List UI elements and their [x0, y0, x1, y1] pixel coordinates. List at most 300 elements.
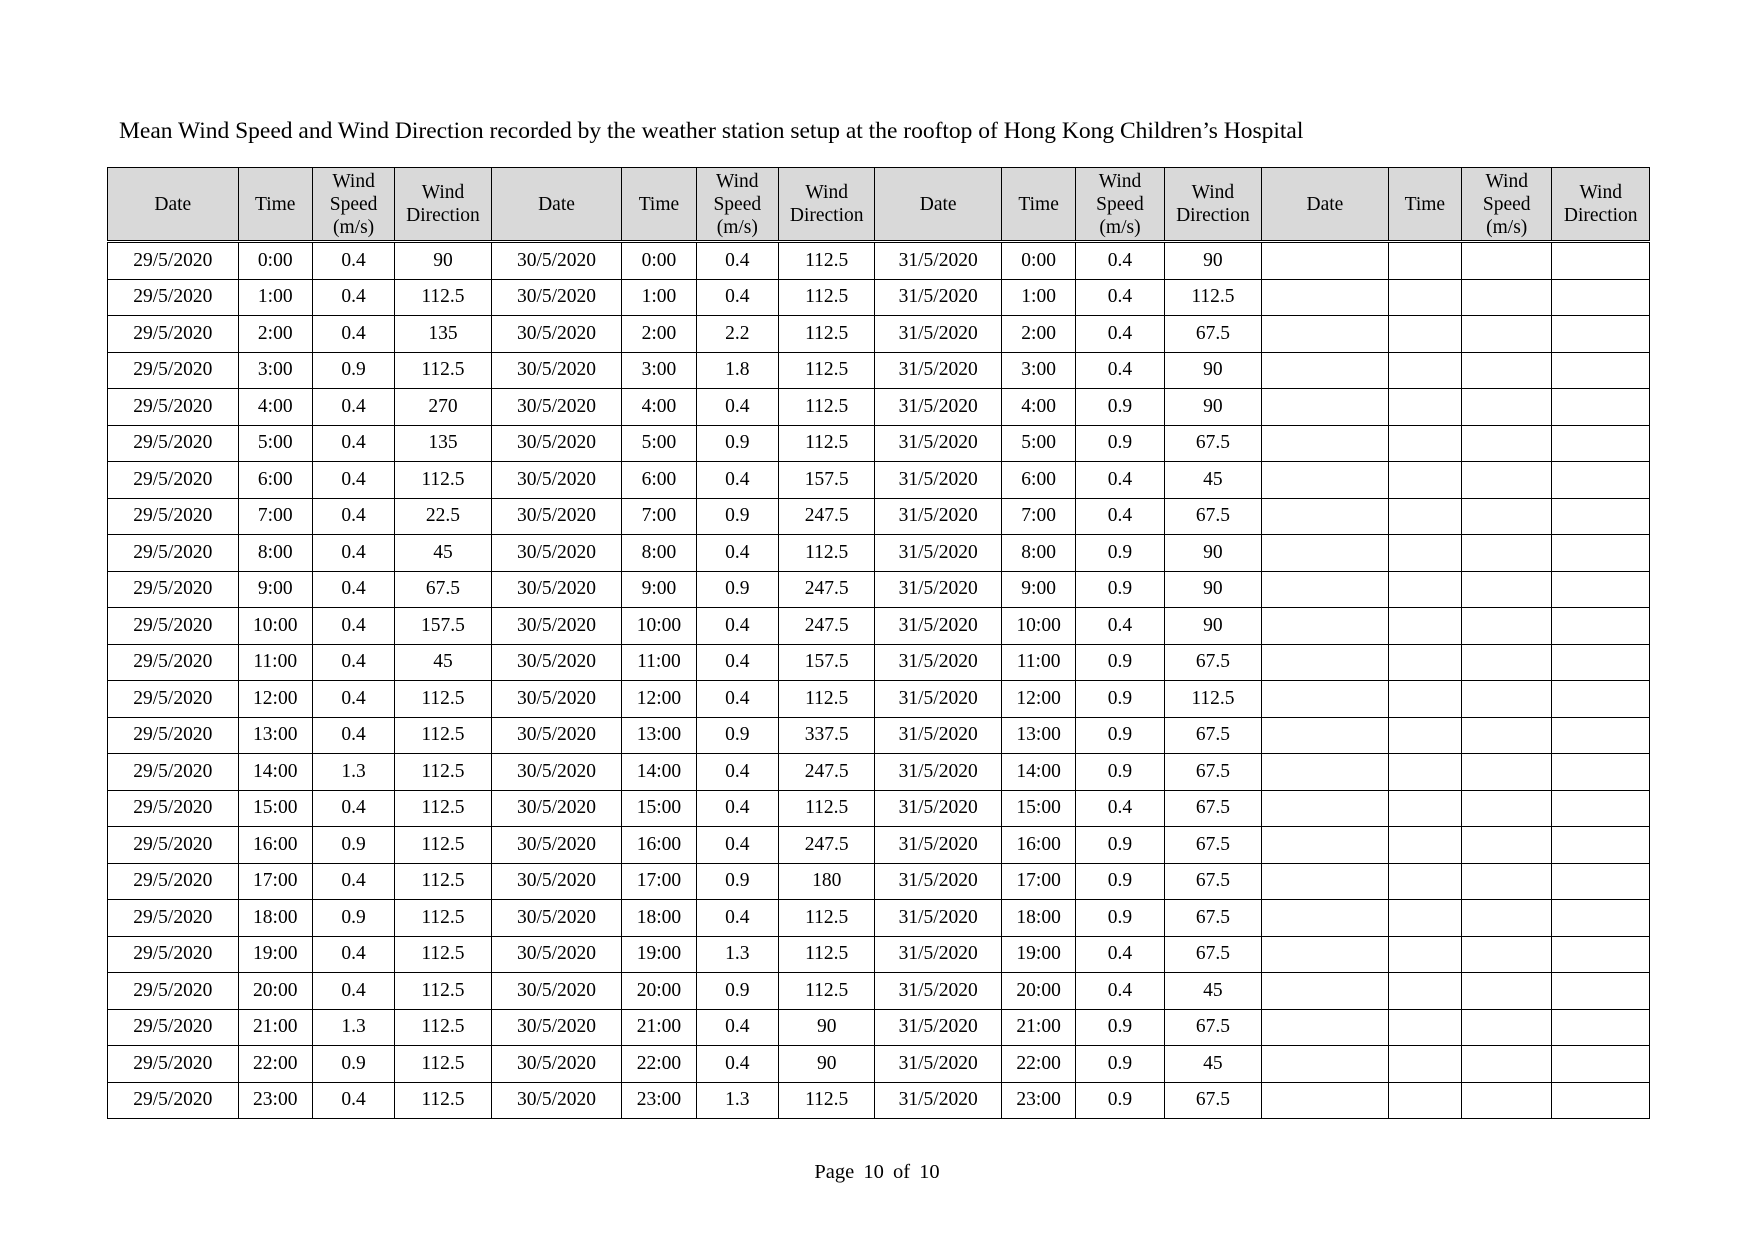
table-cell: [1262, 681, 1389, 718]
column-header: Date: [491, 168, 622, 242]
table-cell: 29/5/2020: [108, 644, 239, 681]
table-cell: 0.4: [312, 316, 394, 353]
table-cell: [1462, 1082, 1552, 1119]
column-header: Time: [1001, 168, 1075, 242]
page-label: Page: [814, 1161, 855, 1183]
table-cell: 90: [1164, 535, 1261, 572]
table-cell: 0.4: [696, 681, 778, 718]
column-header: Date: [875, 168, 1002, 242]
table-cell: 29/5/2020: [108, 790, 239, 827]
table-cell: [1262, 571, 1389, 608]
table-cell: [1462, 1009, 1552, 1046]
table-cell: 0.4: [312, 462, 394, 499]
table-cell: 0.9: [696, 571, 778, 608]
table-cell: 23:00: [238, 1082, 312, 1119]
table-cell: 0.4: [1076, 352, 1164, 389]
table-cell: [1388, 462, 1461, 499]
table-cell: 29/5/2020: [108, 863, 239, 900]
table-cell: 0.4: [312, 242, 394, 280]
table-cell: [1262, 1046, 1389, 1083]
table-cell: [1552, 242, 1650, 280]
table-cell: [1552, 936, 1650, 973]
table-cell: 0.4: [1076, 790, 1164, 827]
table-cell: [1462, 389, 1552, 426]
table-cell: 112.5: [395, 1082, 491, 1119]
table-cell: 30/5/2020: [491, 1082, 622, 1119]
table-cell: 247.5: [778, 571, 874, 608]
table-cell: 67.5: [1164, 717, 1261, 754]
table-cell: 0.9: [1076, 1009, 1164, 1046]
table-cell: 4:00: [622, 389, 696, 426]
table-cell: 0.4: [1076, 936, 1164, 973]
table-row: [108, 717, 1650, 754]
table-cell: 30/5/2020: [491, 608, 622, 645]
table-cell: [1552, 425, 1650, 462]
table-cell: 22:00: [622, 1046, 696, 1083]
table-cell: 29/5/2020: [108, 242, 239, 280]
table-cell: 112.5: [395, 352, 491, 389]
table-cell: [1262, 242, 1389, 280]
table-cell: 6:00: [1001, 462, 1075, 499]
table-row: [108, 389, 1650, 426]
table-cell: 30/5/2020: [491, 279, 622, 316]
table-cell: 10:00: [238, 608, 312, 645]
table-cell: 29/5/2020: [108, 571, 239, 608]
table-cell: 0.4: [696, 279, 778, 316]
table-cell: 0.9: [1076, 425, 1164, 462]
table-cell: [1388, 571, 1461, 608]
page-title: Mean Wind Speed and Wind Direction recorded by the weather station setup at the rooftop of Hong Kong Children’s Hospital: [119, 118, 1304, 144]
table-cell: 6:00: [622, 462, 696, 499]
table-cell: 31/5/2020: [875, 717, 1002, 754]
column-header: Wind Speed (m/s): [312, 168, 394, 242]
table-cell: [1552, 389, 1650, 426]
table-cell: 67.5: [1164, 425, 1261, 462]
table-cell: 112.5: [778, 535, 874, 572]
table-cell: 18:00: [1001, 900, 1075, 937]
table-cell: 0.4: [312, 936, 394, 973]
table-cell: 0.4: [312, 644, 394, 681]
table-cell: 112.5: [395, 462, 491, 499]
table-cell: 45: [1164, 1046, 1261, 1083]
table-cell: [1262, 352, 1389, 389]
table-cell: 0.4: [696, 644, 778, 681]
table-cell: 90: [778, 1009, 874, 1046]
table-cell: 0.4: [312, 425, 394, 462]
table-cell: 4:00: [238, 389, 312, 426]
table-cell: 0.4: [1076, 242, 1164, 280]
header-row: [108, 168, 1650, 242]
table-cell: [1462, 425, 1552, 462]
table-cell: 1.3: [312, 1009, 394, 1046]
table-cell: 30/5/2020: [491, 863, 622, 900]
table-cell: 67.5: [1164, 644, 1261, 681]
table-cell: 67.5: [1164, 1009, 1261, 1046]
table-row: [108, 352, 1650, 389]
table-cell: 112.5: [395, 863, 491, 900]
table-cell: 0.9: [312, 827, 394, 864]
table-cell: 0.4: [696, 754, 778, 791]
current-page-number: 10: [863, 1161, 884, 1183]
table-cell: [1462, 863, 1552, 900]
table-cell: 31/5/2020: [875, 790, 1002, 827]
table-cell: 90: [395, 242, 491, 280]
table-cell: [1388, 316, 1461, 353]
table-row: [108, 790, 1650, 827]
table-cell: 0.9: [696, 863, 778, 900]
table-cell: [1388, 827, 1461, 864]
table-row: [108, 936, 1650, 973]
table-cell: 112.5: [778, 425, 874, 462]
table-cell: 2:00: [1001, 316, 1075, 353]
column-header: Time: [238, 168, 312, 242]
table-cell: 29/5/2020: [108, 936, 239, 973]
table-cell: 31/5/2020: [875, 571, 1002, 608]
table-cell: 31/5/2020: [875, 827, 1002, 864]
table-cell: 0.4: [696, 1046, 778, 1083]
table-cell: 247.5: [778, 608, 874, 645]
table-cell: [1262, 535, 1389, 572]
table-cell: 17:00: [238, 863, 312, 900]
table-cell: 0.9: [1076, 535, 1164, 572]
table-cell: [1388, 1082, 1461, 1119]
table-cell: 1:00: [238, 279, 312, 316]
table-cell: 0.9: [696, 973, 778, 1010]
table-cell: 0.4: [312, 681, 394, 718]
table-cell: 247.5: [778, 498, 874, 535]
table-cell: [1552, 462, 1650, 499]
table-cell: 0.9: [1076, 644, 1164, 681]
table-cell: 247.5: [778, 754, 874, 791]
table-cell: 67.5: [1164, 498, 1261, 535]
table-cell: 112.5: [778, 279, 874, 316]
table-cell: [1388, 535, 1461, 572]
table-cell: [1262, 1082, 1389, 1119]
table-cell: 9:00: [238, 571, 312, 608]
table-cell: 0.4: [312, 535, 394, 572]
table-cell: 112.5: [395, 1046, 491, 1083]
table-cell: 0:00: [238, 242, 312, 280]
table-cell: 16:00: [622, 827, 696, 864]
table-cell: 112.5: [778, 790, 874, 827]
table-cell: 0.4: [312, 608, 394, 645]
table-cell: 0.4: [312, 571, 394, 608]
table-cell: [1552, 827, 1650, 864]
table-cell: [1462, 316, 1552, 353]
table-cell: [1462, 900, 1552, 937]
table-cell: [1552, 973, 1650, 1010]
table-cell: 16:00: [1001, 827, 1075, 864]
table-cell: 45: [395, 644, 491, 681]
table-cell: 31/5/2020: [875, 242, 1002, 280]
table-cell: [1388, 1009, 1461, 1046]
table-cell: 67.5: [395, 571, 491, 608]
table-row: [108, 1082, 1650, 1119]
table-cell: [1462, 827, 1552, 864]
table-cell: 112.5: [778, 681, 874, 718]
table-cell: 112.5: [395, 717, 491, 754]
table-cell: 45: [395, 535, 491, 572]
table-cell: [1262, 1009, 1389, 1046]
table-cell: 19:00: [238, 936, 312, 973]
table-cell: 18:00: [622, 900, 696, 937]
table-cell: 30/5/2020: [491, 242, 622, 280]
table-row: [108, 242, 1650, 280]
table-cell: 6:00: [238, 462, 312, 499]
table-cell: [1262, 608, 1389, 645]
table-cell: 0.9: [1076, 1082, 1164, 1119]
table-cell: [1552, 352, 1650, 389]
table-cell: [1262, 754, 1389, 791]
table-cell: 31/5/2020: [875, 936, 1002, 973]
table-cell: 0.9: [1076, 717, 1164, 754]
table-cell: 9:00: [622, 571, 696, 608]
table-cell: [1388, 790, 1461, 827]
table-cell: 31/5/2020: [875, 1046, 1002, 1083]
table-cell: 16:00: [238, 827, 312, 864]
table-cell: 112.5: [778, 316, 874, 353]
table-cell: 31/5/2020: [875, 900, 1002, 937]
table-cell: 0.4: [696, 535, 778, 572]
table-cell: 30/5/2020: [491, 571, 622, 608]
table-cell: 31/5/2020: [875, 352, 1002, 389]
table-cell: 0.9: [312, 352, 394, 389]
table-cell: 13:00: [622, 717, 696, 754]
table-row: [108, 608, 1650, 645]
table-cell: 31/5/2020: [875, 498, 1002, 535]
table-cell: 1.3: [312, 754, 394, 791]
table-cell: 21:00: [1001, 1009, 1075, 1046]
table-cell: 29/5/2020: [108, 389, 239, 426]
table-cell: 270: [395, 389, 491, 426]
table-cell: 45: [1164, 462, 1261, 499]
table-cell: 0.4: [312, 863, 394, 900]
table-cell: 30/5/2020: [491, 936, 622, 973]
table-cell: 0:00: [622, 242, 696, 280]
table-cell: 112.5: [778, 1082, 874, 1119]
table-cell: [1552, 535, 1650, 572]
table-cell: 112.5: [395, 279, 491, 316]
table-cell: 29/5/2020: [108, 1082, 239, 1119]
table-cell: 29/5/2020: [108, 827, 239, 864]
table-cell: 31/5/2020: [875, 425, 1002, 462]
table-cell: 29/5/2020: [108, 754, 239, 791]
table-cell: 1.8: [696, 352, 778, 389]
table-cell: 29/5/2020: [108, 425, 239, 462]
table-cell: 14:00: [622, 754, 696, 791]
table-cell: [1388, 681, 1461, 718]
table-cell: 67.5: [1164, 936, 1261, 973]
table-cell: [1462, 462, 1552, 499]
column-header: Wind Speed (m/s): [1462, 168, 1552, 242]
table-cell: 112.5: [1164, 681, 1261, 718]
table-cell: 112.5: [395, 936, 491, 973]
table-cell: 112.5: [778, 973, 874, 1010]
column-header: Wind Speed (m/s): [696, 168, 778, 242]
table-cell: 112.5: [778, 900, 874, 937]
table-cell: 90: [778, 1046, 874, 1083]
table-cell: [1462, 242, 1552, 280]
table-cell: [1262, 279, 1389, 316]
table-cell: 112.5: [395, 973, 491, 1010]
table-cell: [1552, 1046, 1650, 1083]
table-row: [108, 1009, 1650, 1046]
table-cell: 0.4: [312, 790, 394, 827]
table-cell: 112.5: [778, 936, 874, 973]
table-cell: 31/5/2020: [875, 1009, 1002, 1046]
table-cell: 67.5: [1164, 316, 1261, 353]
table-cell: [1262, 425, 1389, 462]
table-cell: 0.9: [1076, 900, 1164, 937]
table-row: [108, 827, 1650, 864]
table-row: [108, 425, 1650, 462]
table-cell: 0.9: [1076, 754, 1164, 791]
table-cell: [1552, 498, 1650, 535]
table-cell: [1462, 754, 1552, 791]
table-cell: [1462, 936, 1552, 973]
table-cell: [1388, 717, 1461, 754]
table-cell: 0.4: [312, 1082, 394, 1119]
wind-data-table: [107, 167, 1650, 1119]
column-header: Wind Direction: [1552, 168, 1650, 242]
table-row: [108, 900, 1650, 937]
table-cell: 30/5/2020: [491, 498, 622, 535]
table-row: [108, 754, 1650, 791]
table-cell: 112.5: [395, 900, 491, 937]
table-row: [108, 1046, 1650, 1083]
table-cell: [1462, 352, 1552, 389]
table-cell: [1552, 571, 1650, 608]
table-cell: 0.9: [312, 900, 394, 937]
table-cell: [1462, 790, 1552, 827]
column-header: Time: [622, 168, 696, 242]
table-cell: 12:00: [1001, 681, 1075, 718]
table-cell: 90: [1164, 389, 1261, 426]
table-cell: [1462, 681, 1552, 718]
table-cell: 31/5/2020: [875, 389, 1002, 426]
table-cell: 67.5: [1164, 1082, 1261, 1119]
table-cell: 14:00: [238, 754, 312, 791]
table-cell: 10:00: [1001, 608, 1075, 645]
table-cell: 0.4: [1076, 279, 1164, 316]
table-cell: [1552, 608, 1650, 645]
table-cell: 112.5: [395, 681, 491, 718]
table-cell: 8:00: [238, 535, 312, 572]
table-cell: 13:00: [1001, 717, 1075, 754]
table-cell: 21:00: [238, 1009, 312, 1046]
table-cell: 22.5: [395, 498, 491, 535]
table-cell: 30/5/2020: [491, 681, 622, 718]
table-cell: 11:00: [238, 644, 312, 681]
table-cell: 29/5/2020: [108, 1046, 239, 1083]
table-cell: 45: [1164, 973, 1261, 1010]
table-cell: 29/5/2020: [108, 608, 239, 645]
table-cell: 30/5/2020: [491, 827, 622, 864]
table-cell: 157.5: [778, 462, 874, 499]
table-row: [108, 498, 1650, 535]
table-cell: [1262, 644, 1389, 681]
table-cell: [1552, 900, 1650, 937]
table-cell: 0:00: [1001, 242, 1075, 280]
table-cell: 30/5/2020: [491, 462, 622, 499]
table-cell: 0.4: [696, 790, 778, 827]
table-cell: [1552, 681, 1650, 718]
table-cell: 0.4: [696, 900, 778, 937]
table-cell: 0.4: [312, 279, 394, 316]
table-cell: 29/5/2020: [108, 900, 239, 937]
table-cell: 31/5/2020: [875, 316, 1002, 353]
table-cell: 1.3: [696, 936, 778, 973]
table-cell: 0.4: [1076, 608, 1164, 645]
column-header: Time: [1388, 168, 1461, 242]
table-cell: 11:00: [622, 644, 696, 681]
table-cell: [1552, 1082, 1650, 1119]
table-cell: [1462, 571, 1552, 608]
table-cell: 29/5/2020: [108, 352, 239, 389]
table-cell: 4:00: [1001, 389, 1075, 426]
table-cell: [1388, 389, 1461, 426]
table-cell: [1262, 717, 1389, 754]
table-cell: 31/5/2020: [875, 608, 1002, 645]
table-cell: 20:00: [238, 973, 312, 1010]
table-cell: 0.9: [1076, 863, 1164, 900]
table-cell: 2:00: [622, 316, 696, 353]
table-cell: 31/5/2020: [875, 462, 1002, 499]
table-row: [108, 279, 1650, 316]
table-cell: [1462, 535, 1552, 572]
table-cell: [1462, 973, 1552, 1010]
table-cell: 90: [1164, 242, 1261, 280]
table-cell: [1462, 498, 1552, 535]
table-cell: [1388, 425, 1461, 462]
table-cell: 17:00: [1001, 863, 1075, 900]
table-cell: 19:00: [1001, 936, 1075, 973]
table-cell: [1388, 1046, 1461, 1083]
table-cell: 67.5: [1164, 863, 1261, 900]
table-cell: 0.4: [312, 498, 394, 535]
table-cell: 2.2: [696, 316, 778, 353]
table-cell: [1262, 389, 1389, 426]
table-cell: 11:00: [1001, 644, 1075, 681]
table-cell: 5:00: [622, 425, 696, 462]
table-cell: [1262, 498, 1389, 535]
table-cell: 90: [1164, 571, 1261, 608]
table-cell: 0.9: [1076, 681, 1164, 718]
table-cell: 30/5/2020: [491, 717, 622, 754]
table-cell: 112.5: [395, 827, 491, 864]
table-cell: 15:00: [238, 790, 312, 827]
table-cell: 1.3: [696, 1082, 778, 1119]
table-cell: 247.5: [778, 827, 874, 864]
table-row: [108, 973, 1650, 1010]
table-cell: 112.5: [395, 754, 491, 791]
table-cell: 30/5/2020: [491, 1046, 622, 1083]
table-cell: 0.4: [1076, 462, 1164, 499]
table-cell: 0.9: [1076, 571, 1164, 608]
table-cell: [1262, 790, 1389, 827]
table-cell: 67.5: [1164, 754, 1261, 791]
table-cell: 23:00: [622, 1082, 696, 1119]
table-header: [108, 168, 1650, 242]
table-cell: [1552, 279, 1650, 316]
table-cell: [1388, 900, 1461, 937]
table-cell: [1388, 242, 1461, 280]
table-row: [108, 571, 1650, 608]
table-cell: 3:00: [1001, 352, 1075, 389]
table-cell: 31/5/2020: [875, 1082, 1002, 1119]
table-cell: 0.4: [696, 827, 778, 864]
table-cell: 30/5/2020: [491, 425, 622, 462]
